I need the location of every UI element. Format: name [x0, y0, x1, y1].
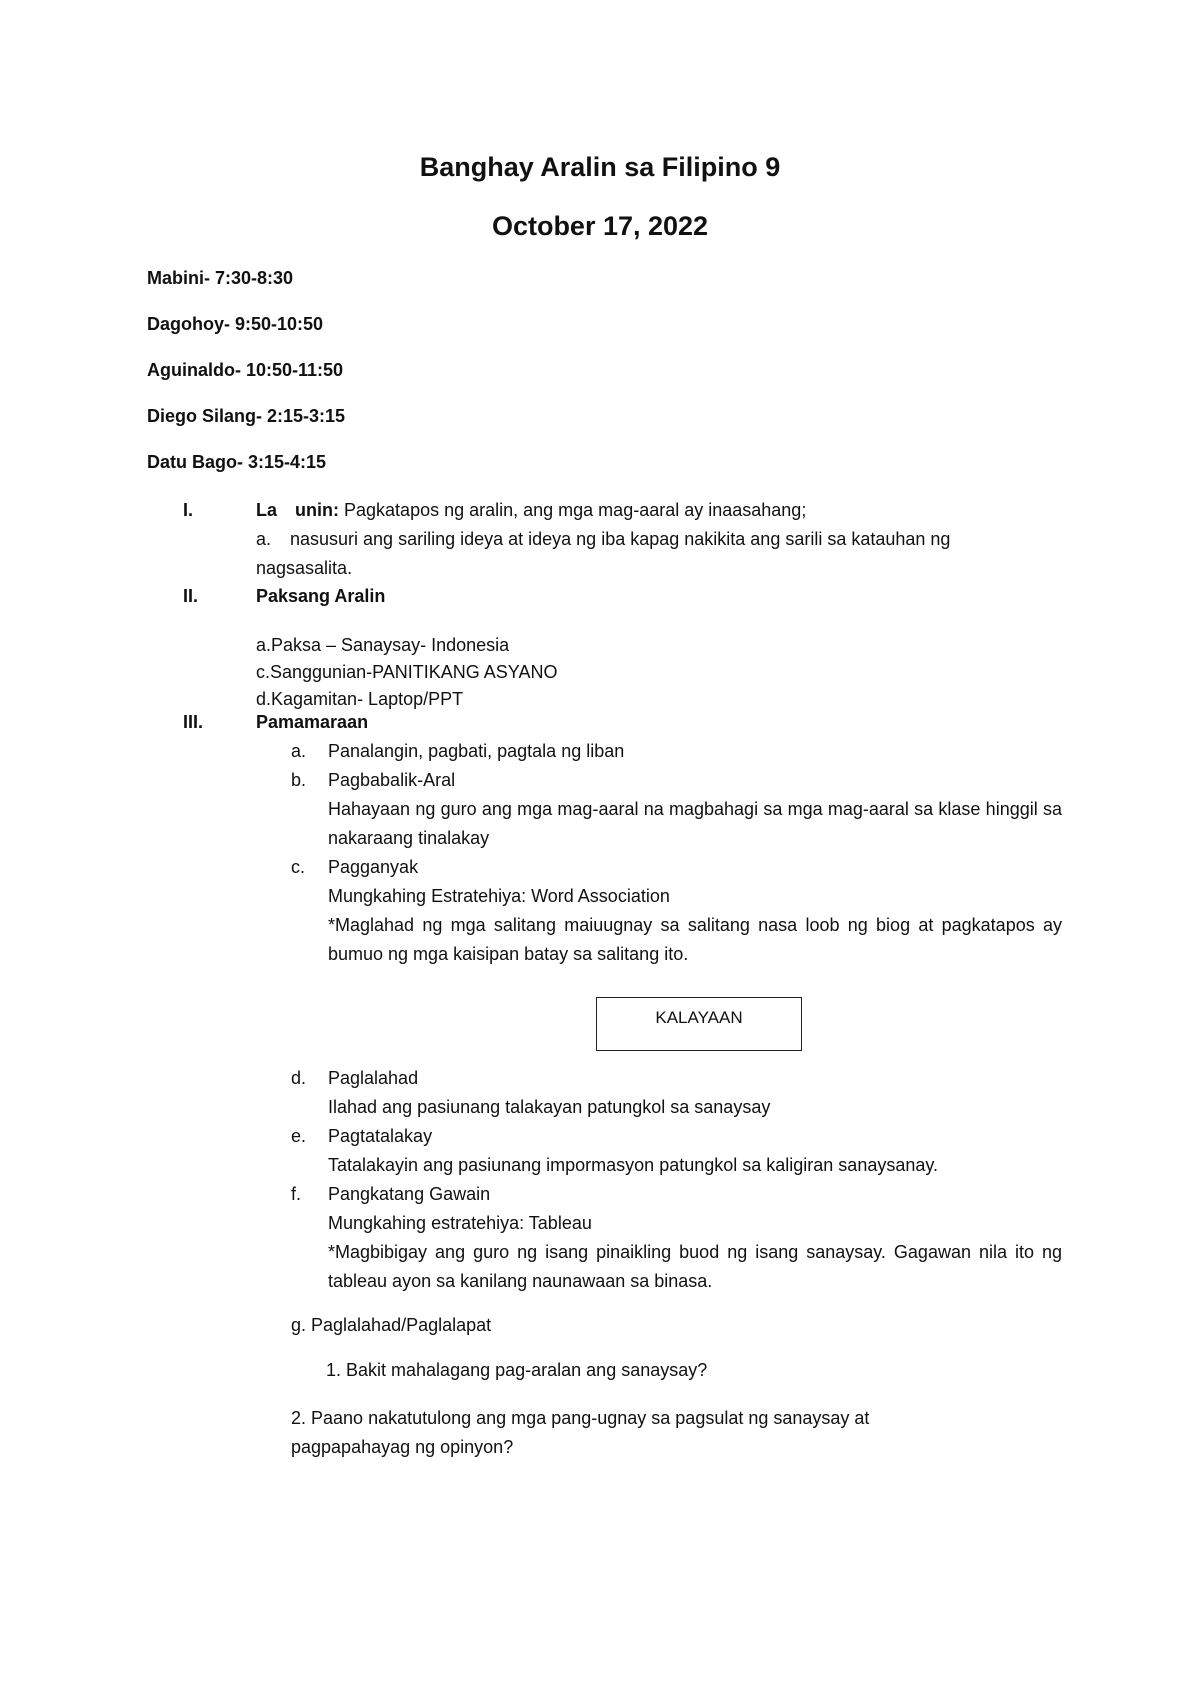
- step-body: Hahayaan ng guro ang mga mag-aaral na magbahagi sa mga mag-aaral sa klase hinggil sa nakaraang tinalakay: [328, 799, 1062, 848]
- step-letter: d.: [291, 1068, 307, 1088]
- step-body: Ilahad ang pasiunang talakayan patungkol sa sanaysay: [328, 1097, 771, 1117]
- topic-line: c.Sanggunian-PANITIKANG ASYANO: [256, 662, 558, 682]
- step-title: Pagbabalik-Aral: [328, 770, 456, 790]
- question-2: 2. Paano nakatutulong ang mga pang-ugnay sa pagsulat ng sanaysay at: [291, 1408, 870, 1428]
- schedule-item: Aguinaldo- 10:50-11:50: [147, 360, 344, 380]
- step-letter: b.: [291, 770, 307, 790]
- step-title: Pagganyak: [328, 857, 419, 877]
- section-1-heading: [256, 500, 806, 521]
- step-title: Pagtatalakay: [328, 1126, 433, 1146]
- step-g-label: g. Paglalahad/Paglalapat: [291, 1315, 492, 1335]
- step-title: Paglalahad: [328, 1068, 419, 1088]
- section-numeral: III.: [183, 712, 204, 732]
- section-numeral: I.: [183, 500, 194, 520]
- schedule-item: Mabini- 7:30-8:30: [147, 268, 294, 288]
- step-strategy: Mungkahing estratehiya: Tableau: [328, 1213, 592, 1233]
- section-1-intro: Pagkatapos ng aralin, ang mga mag-aaral ay inaasahang;: [344, 500, 807, 520]
- section-3-heading: Pamamaraan: [256, 712, 369, 732]
- schedule-item: Diego Silang- 2:15-3:15: [147, 406, 346, 426]
- step-body: Tatalakayin ang pasiunang impormasyon patungkol sa kaligiran sanaysanay.: [328, 1155, 939, 1175]
- schedule-item: Datu Bago- 3:15-4:15: [147, 452, 327, 472]
- objective-letter: a.: [256, 529, 272, 549]
- section-numeral: II.: [183, 586, 199, 606]
- kalayaan-word-box: [596, 997, 802, 1051]
- topic-line: a.Paksa – Sanaysay- Indonesia: [256, 635, 510, 655]
- step-title: Pangkatang Gawain: [328, 1184, 491, 1204]
- step-letter: a.: [291, 741, 307, 761]
- objective-line: nasusuri ang sariling ideya at ideya ng iba kapag nakikita ang sarili sa katauhan ng: [290, 529, 951, 549]
- step-body: *Maglahad ng mga salitang maiuugnay sa salitang nasa loob ng biog at pagkatapos ay bumuo ng mga kaisipan batay sa salitang ito.: [328, 915, 1062, 964]
- step-letter: e.: [291, 1126, 307, 1146]
- step-strategy: Mungkahing Estratehiya: Word Association: [328, 886, 670, 906]
- section-1-heading-visible: La: [256, 500, 278, 520]
- schedule-item: Dagohoy- 9:50-10:50: [147, 314, 324, 334]
- step-body: *Magbibigay ang guro ng isang pinaikling buod ng isang sanaysay. Gagawan nila ito ng tableau ayon sa kanilang naunawaan sa binasa.: [328, 1242, 1062, 1291]
- question-2-continued: pagpapahayag ng opinyon?: [291, 1437, 514, 1457]
- topic-line: d.Kagamitan- Laptop/PPT: [256, 689, 464, 709]
- step-title: Panalangin, pagbati, pagtala ng liban: [328, 741, 625, 761]
- section-1-heading-rest: unin:: [295, 500, 339, 520]
- document-title: Banghay Aralin sa Filipino 9: [419, 152, 781, 182]
- question-1: 1. Bakit mahalagang pag-aralan ang sanaysay?: [326, 1360, 708, 1380]
- step-letter: f.: [291, 1184, 302, 1204]
- document-date: October 17, 2022: [491, 211, 709, 241]
- section-2-heading: Paksang Aralin: [256, 586, 386, 606]
- box-word: KALAYAAN: [655, 1008, 743, 1027]
- step-letter: c.: [291, 857, 306, 877]
- objective-line: nagsasalita.: [256, 558, 353, 578]
